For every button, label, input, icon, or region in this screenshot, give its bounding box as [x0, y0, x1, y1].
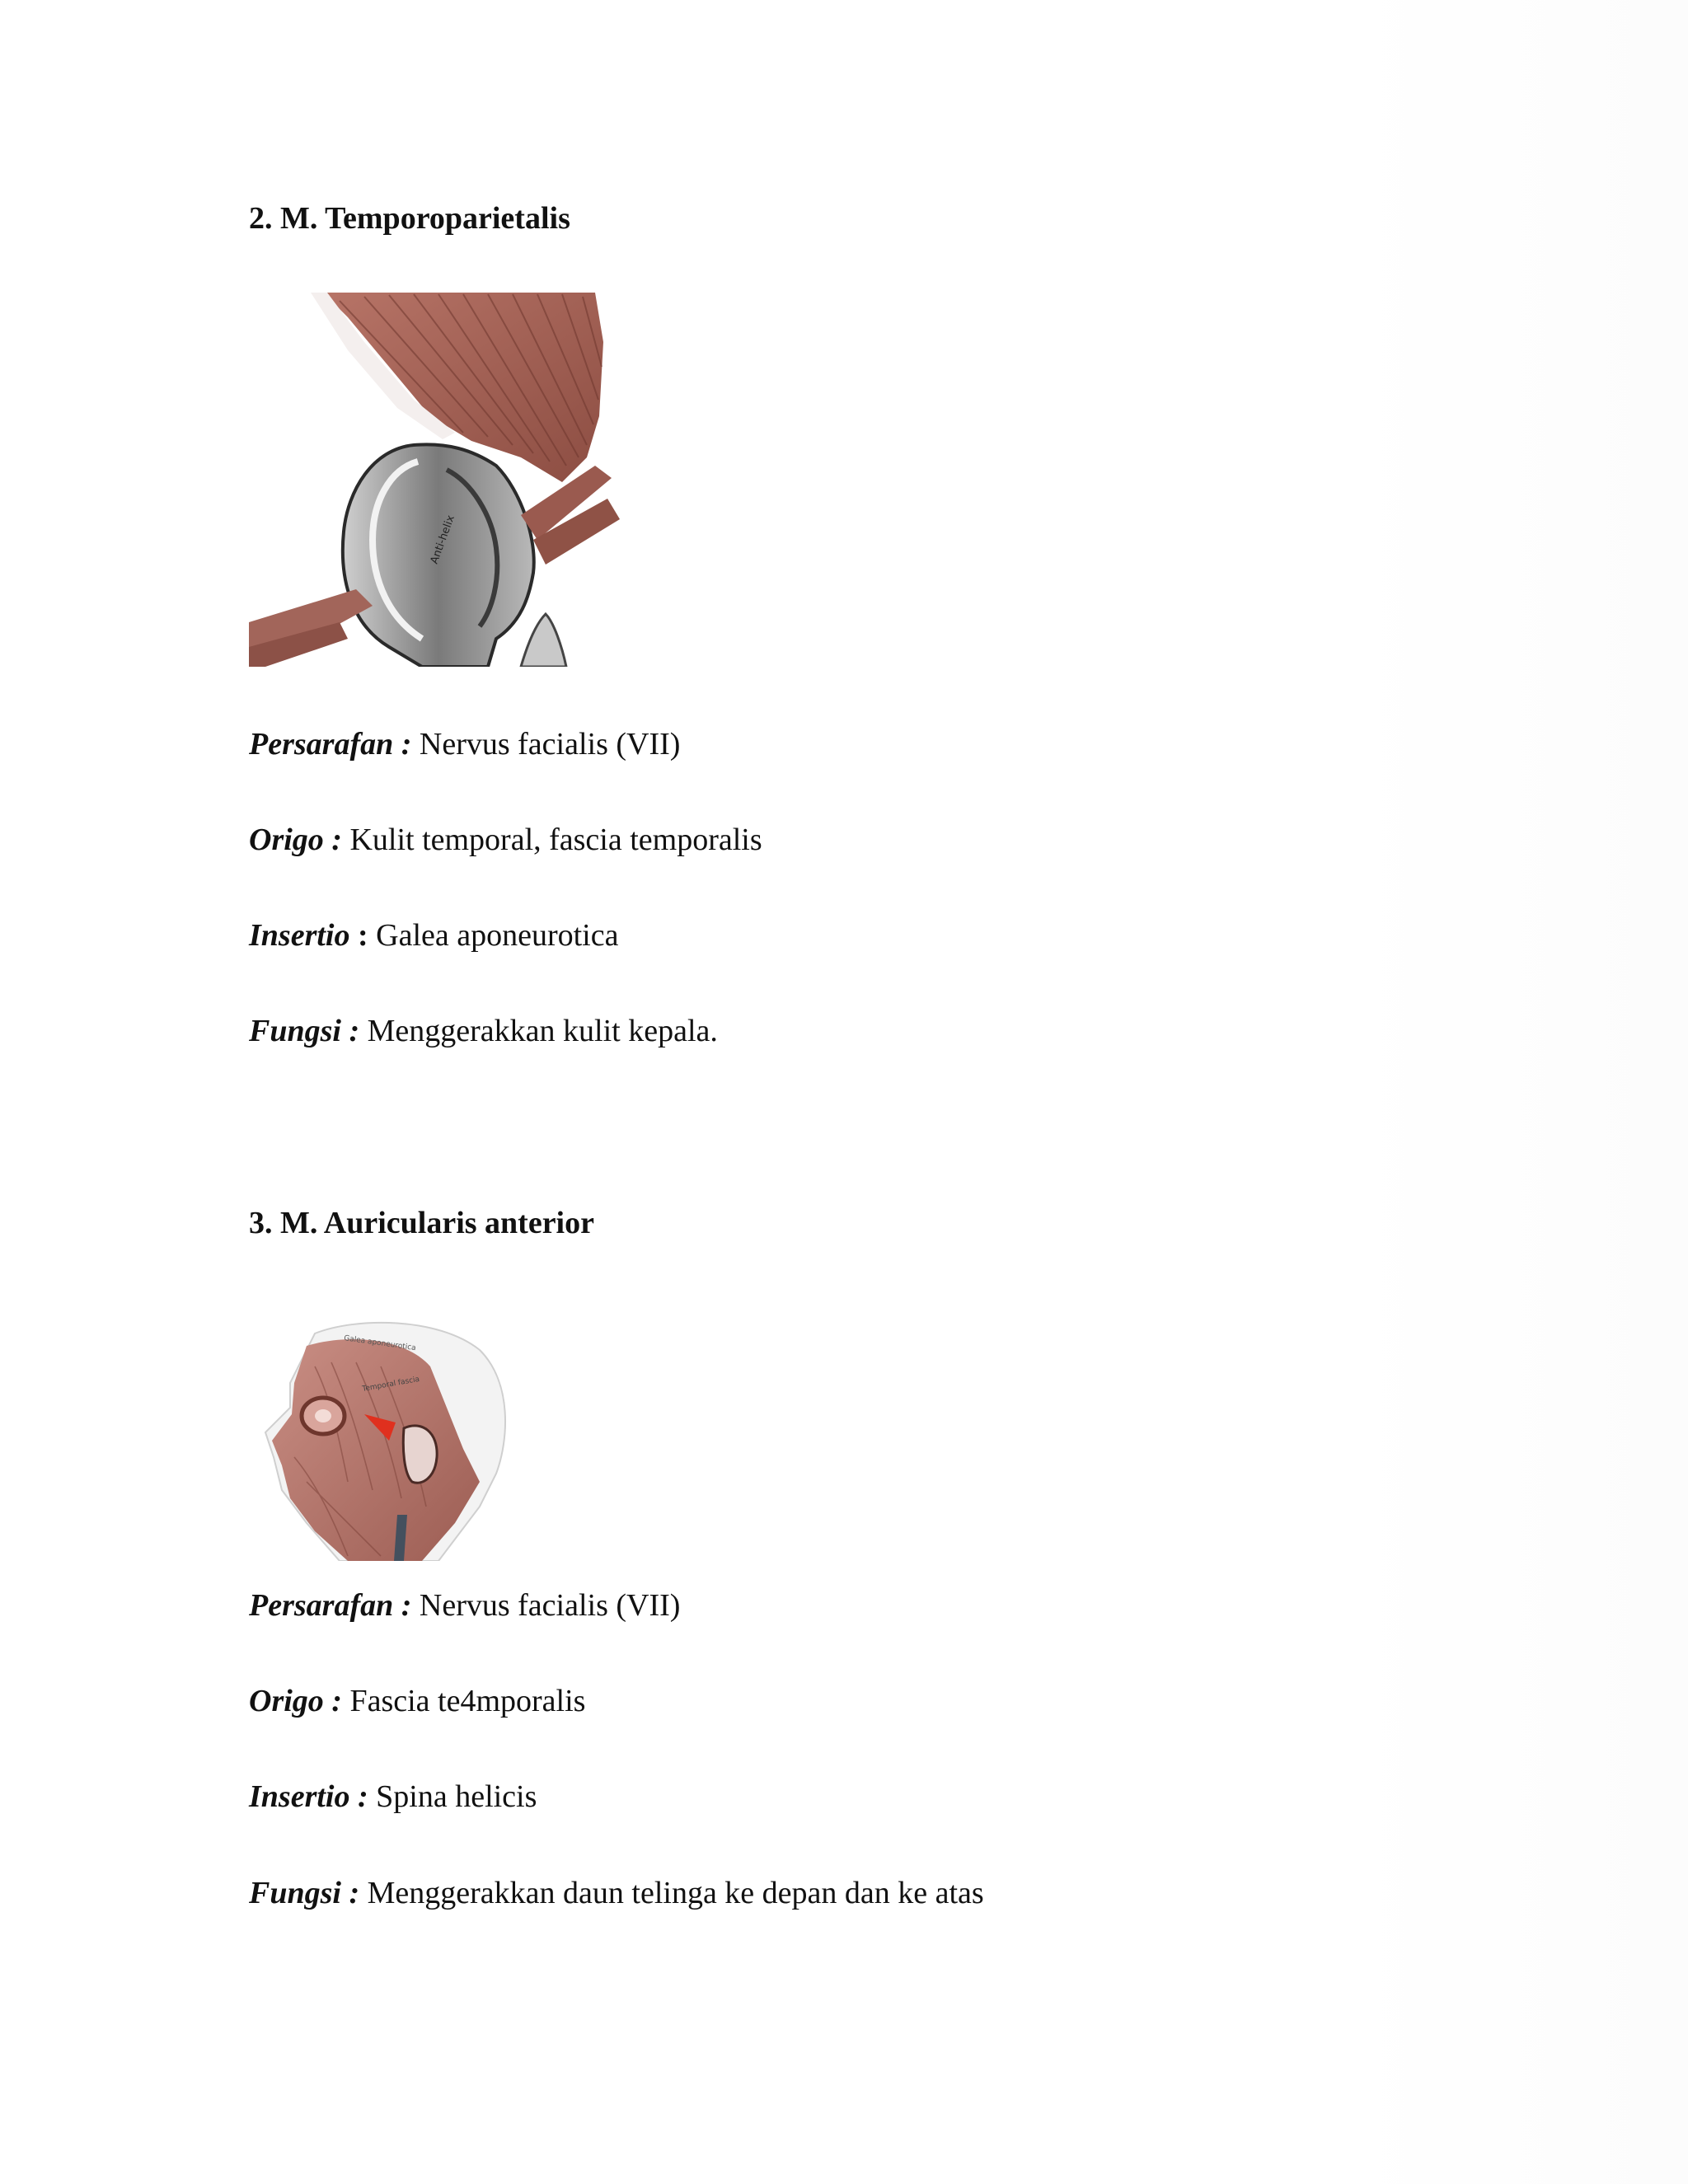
origo-label: Origo :: [249, 1684, 342, 1718]
origo-value: Kulit temporal, fascia temporalis: [341, 823, 762, 857]
origo-row-2: [249, 1685, 585, 1717]
persarafan-row-1: [249, 729, 680, 760]
fungsi-value: Menggerakkan daun telinga ke depan dan ke atas: [359, 1876, 984, 1910]
persarafan-label: Persarafan :: [249, 1588, 412, 1623]
insertio-label: Insertio :: [249, 1779, 368, 1814]
auricularis-anterior-illustration: [257, 1317, 513, 1561]
head-figure-label-2: Temporal fascia: [361, 1375, 420, 1394]
insertio-value: Spina helicis: [368, 1779, 537, 1814]
persarafan-value: Nervus facialis (VII): [411, 727, 681, 762]
origo-value: Fascia te4mporalis: [341, 1684, 586, 1718]
fungsi-row-2: [249, 1877, 984, 1909]
persarafan-label: Persarafan :: [249, 727, 412, 762]
fungsi-value: Menggerakkan kulit kepala.: [359, 1014, 718, 1048]
origo-row-1: [249, 824, 762, 855]
section-heading-auricularis-anterior: 3. M. Auricularis anterior: [249, 1206, 594, 1240]
persarafan-row-2: [249, 1590, 680, 1621]
fungsi-row-1: [249, 1015, 718, 1047]
temporoparietalis-illustration: [249, 293, 621, 667]
head-figure-label-1: Galea aponeurotica: [343, 1334, 417, 1353]
section-heading-temporoparietalis: 2. M. Temporoparietalis: [249, 201, 570, 236]
insertio-colon: :: [349, 918, 368, 953]
fungsi-label: Fungsi :: [249, 1876, 360, 1910]
fungsi-label: Fungsi :: [249, 1014, 360, 1048]
insertio-row-1: [249, 920, 618, 951]
origo-label: Origo :: [249, 823, 342, 857]
insertio-label: Insertio: [249, 918, 350, 953]
insertio-value: Galea aponeurotica: [368, 918, 619, 953]
persarafan-value: Nervus facialis (VII): [411, 1588, 681, 1623]
insertio-row-2: [249, 1781, 537, 1812]
ear-figure-label: Anti-helix: [428, 513, 457, 566]
